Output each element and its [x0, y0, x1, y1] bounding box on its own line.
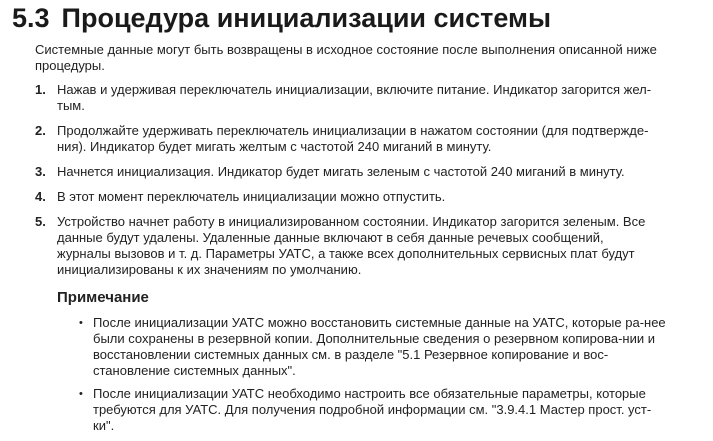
bullet-icon: • [79, 388, 83, 400]
step-text: В этот момент переключатель инициализации можно отпустить. [57, 189, 446, 204]
note-item [0, 315, 669, 379]
note-item [0, 386, 669, 434]
step-text: Продолжайте удерживать переключатель инициализации в нажатом состоянии (для подтвержде-ния). Индикатор будет мигать желтым с частотой 240 миганий в минуту. [57, 123, 649, 154]
section-number: 5.3 [12, 3, 50, 33]
bullet-icon: • [79, 317, 83, 329]
note-heading: Примечание [57, 289, 149, 306]
step-number: 3. [35, 164, 46, 179]
step-item [0, 164, 657, 180]
step-item [0, 82, 657, 114]
section-heading [12, 1, 551, 35]
procedure-steps [0, 82, 713, 287]
step-number: 4. [35, 189, 46, 204]
step-number: 5. [35, 214, 46, 229]
step-text: Нажав и удерживая переключатель инициализации, включите питание. Индикатор загорится жел-тым. [57, 82, 652, 113]
step-item [0, 214, 657, 278]
step-item [0, 189, 657, 205]
step-number: 1. [35, 82, 46, 97]
step-text: Устройство начнет работу в инициализированном состоянии. Индикатор загорится зеленым. Все данные будут удалены. Удаленные данные включают в себя данные речевых сообщений, журналы вызовов и т. д. Параметры УАТС, а также всех дополнительных сервисных плат будут инициализированы к их значениям по умолчанию. [57, 214, 646, 277]
note-text: После инициализации УАТС можно восстановить системные данные на УАТС, которые ра-нее были сохранены в резервной копии. Дополнительные сведения о резервном копирова-нии и восстановлении системных данных см. в разделе "5.1 Резервное копирование и вос-становление системных данных". [93, 315, 666, 378]
note-list [0, 315, 713, 441]
step-item [0, 123, 657, 155]
note-text: После инициализации УАТС необходимо настроить все обязательные параметры, которые требуются для УАТС. Для получения подробной информации см. "3.9.4.1 Мастер прост. уст-ки". [93, 386, 652, 433]
section-title: Процедура инициализации системы [61, 3, 552, 33]
step-text: Начнется инициализация. Индикатор будет мигать зеленым с частотой 240 миганий в минуту. [57, 164, 625, 179]
step-number: 2. [35, 123, 46, 138]
intro-paragraph: Системные данные могут быть возвращены в исходное состояние после выполнения описанной ниже процедуры. [35, 42, 657, 73]
